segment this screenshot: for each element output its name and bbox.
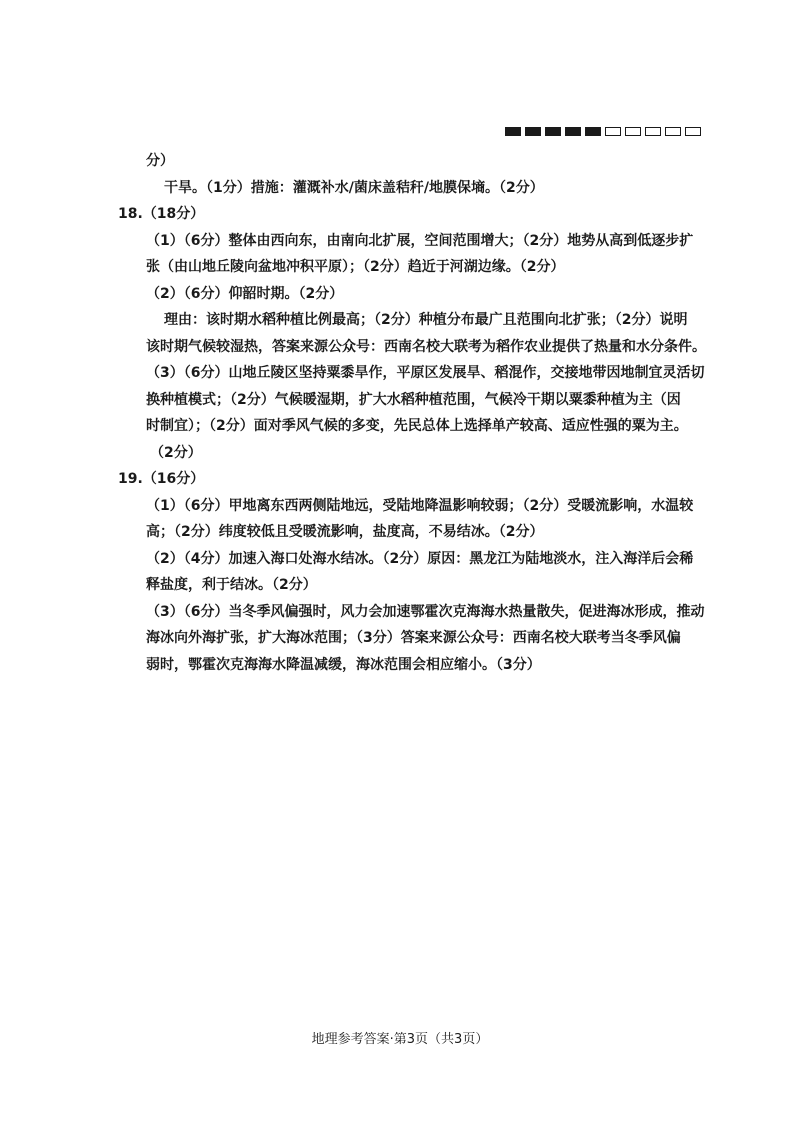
- text-line: （2）（4分）加速入海口处海水结冰。（2分）原因：黑龙江为陆地淡水，注入海洋后会稀: [146, 550, 694, 567]
- text-line: 18.（18分）: [118, 206, 205, 222]
- text-line: 19.（16分）: [118, 471, 205, 487]
- progress-segment-empty: [645, 127, 661, 136]
- text-line: 海冰向外海扩张，扩大海冰范围；（3分）答案来源公众号：西南名校大联考当冬季风偏: [146, 630, 681, 646]
- progress-segment-filled: [505, 127, 521, 136]
- text-line: （3）（6分）当冬季风偏强时，风力会加速鄂霍次克海海水热量散失，促进海冰形成，推动: [146, 603, 705, 620]
- text-line: （2）（6分）仰韶时期。（2分）: [146, 285, 344, 302]
- text-line: 理由：该时期水稻种植比例最高；（2分）种植分布最广且范围向北扩张；（2分）说明: [164, 312, 688, 328]
- text-line: 该时期气候较湿热，答案来源公众号：西南名校大联考为稻作农业提供了热量和水分条件。: [146, 338, 706, 355]
- page-footer: 地理参考答案·第3页（共3页）: [311, 1032, 489, 1047]
- text-line: 分）: [146, 153, 174, 169]
- text-line: 干旱。（1分）措施：灌溉补水/菌床盖秸秆/地膜保墒。（2分）: [164, 179, 544, 196]
- page-progress-indicator: [505, 127, 701, 136]
- text-line: （1）（6分）甲地离东西两侧陆地远，受陆地降温影响较弱；（2分）受暖流影响，水温较: [146, 497, 694, 514]
- progress-segment-filled: [565, 127, 581, 136]
- text-line: 释盐度，利于结冰。（2分）: [146, 577, 317, 593]
- progress-segment-empty: [665, 127, 681, 136]
- text-line: （2分）: [150, 444, 202, 461]
- progress-segment-empty: [685, 127, 701, 136]
- text-line: 换种植模式；（2分）气候暖湿期，扩大水稻种植范围，气候冷干期以粟黍种植为主（因: [146, 391, 681, 408]
- progress-segment-filled: [525, 127, 541, 136]
- text-line: （3）（6分）山地丘陵区坚持粟黍旱作，平原区发展旱、稻混作，交接地带因地制宜灵活切: [146, 365, 705, 381]
- progress-segment-filled: [545, 127, 561, 136]
- progress-segment-empty: [625, 127, 641, 136]
- progress-segment-filled: [585, 127, 601, 136]
- text-line: 高；（2分）纬度较低且受暖流影响，盐度高，不易结冰。（2分）: [146, 524, 544, 540]
- text-line: 弱时，鄂霍次克海海水降温减缓，海冰范围会相应缩小。（3分）: [146, 656, 541, 673]
- answer-content: [118, 148, 706, 678]
- text-line: 时制宜）；（2分）面对季风气候的多变，先民总体上选择单产较高、适应性强的粟为主。: [146, 418, 688, 434]
- progress-segment-empty: [605, 127, 621, 136]
- text-line: （1）（6分）整体由西向东，由南向北扩展，空间范围增大；（2分）地势从高到低逐步扩: [146, 232, 694, 249]
- text-line: 张（由山地丘陵向盆地冲积平原）；（2分）趋近于河湖边缘。（2分）: [146, 259, 565, 275]
